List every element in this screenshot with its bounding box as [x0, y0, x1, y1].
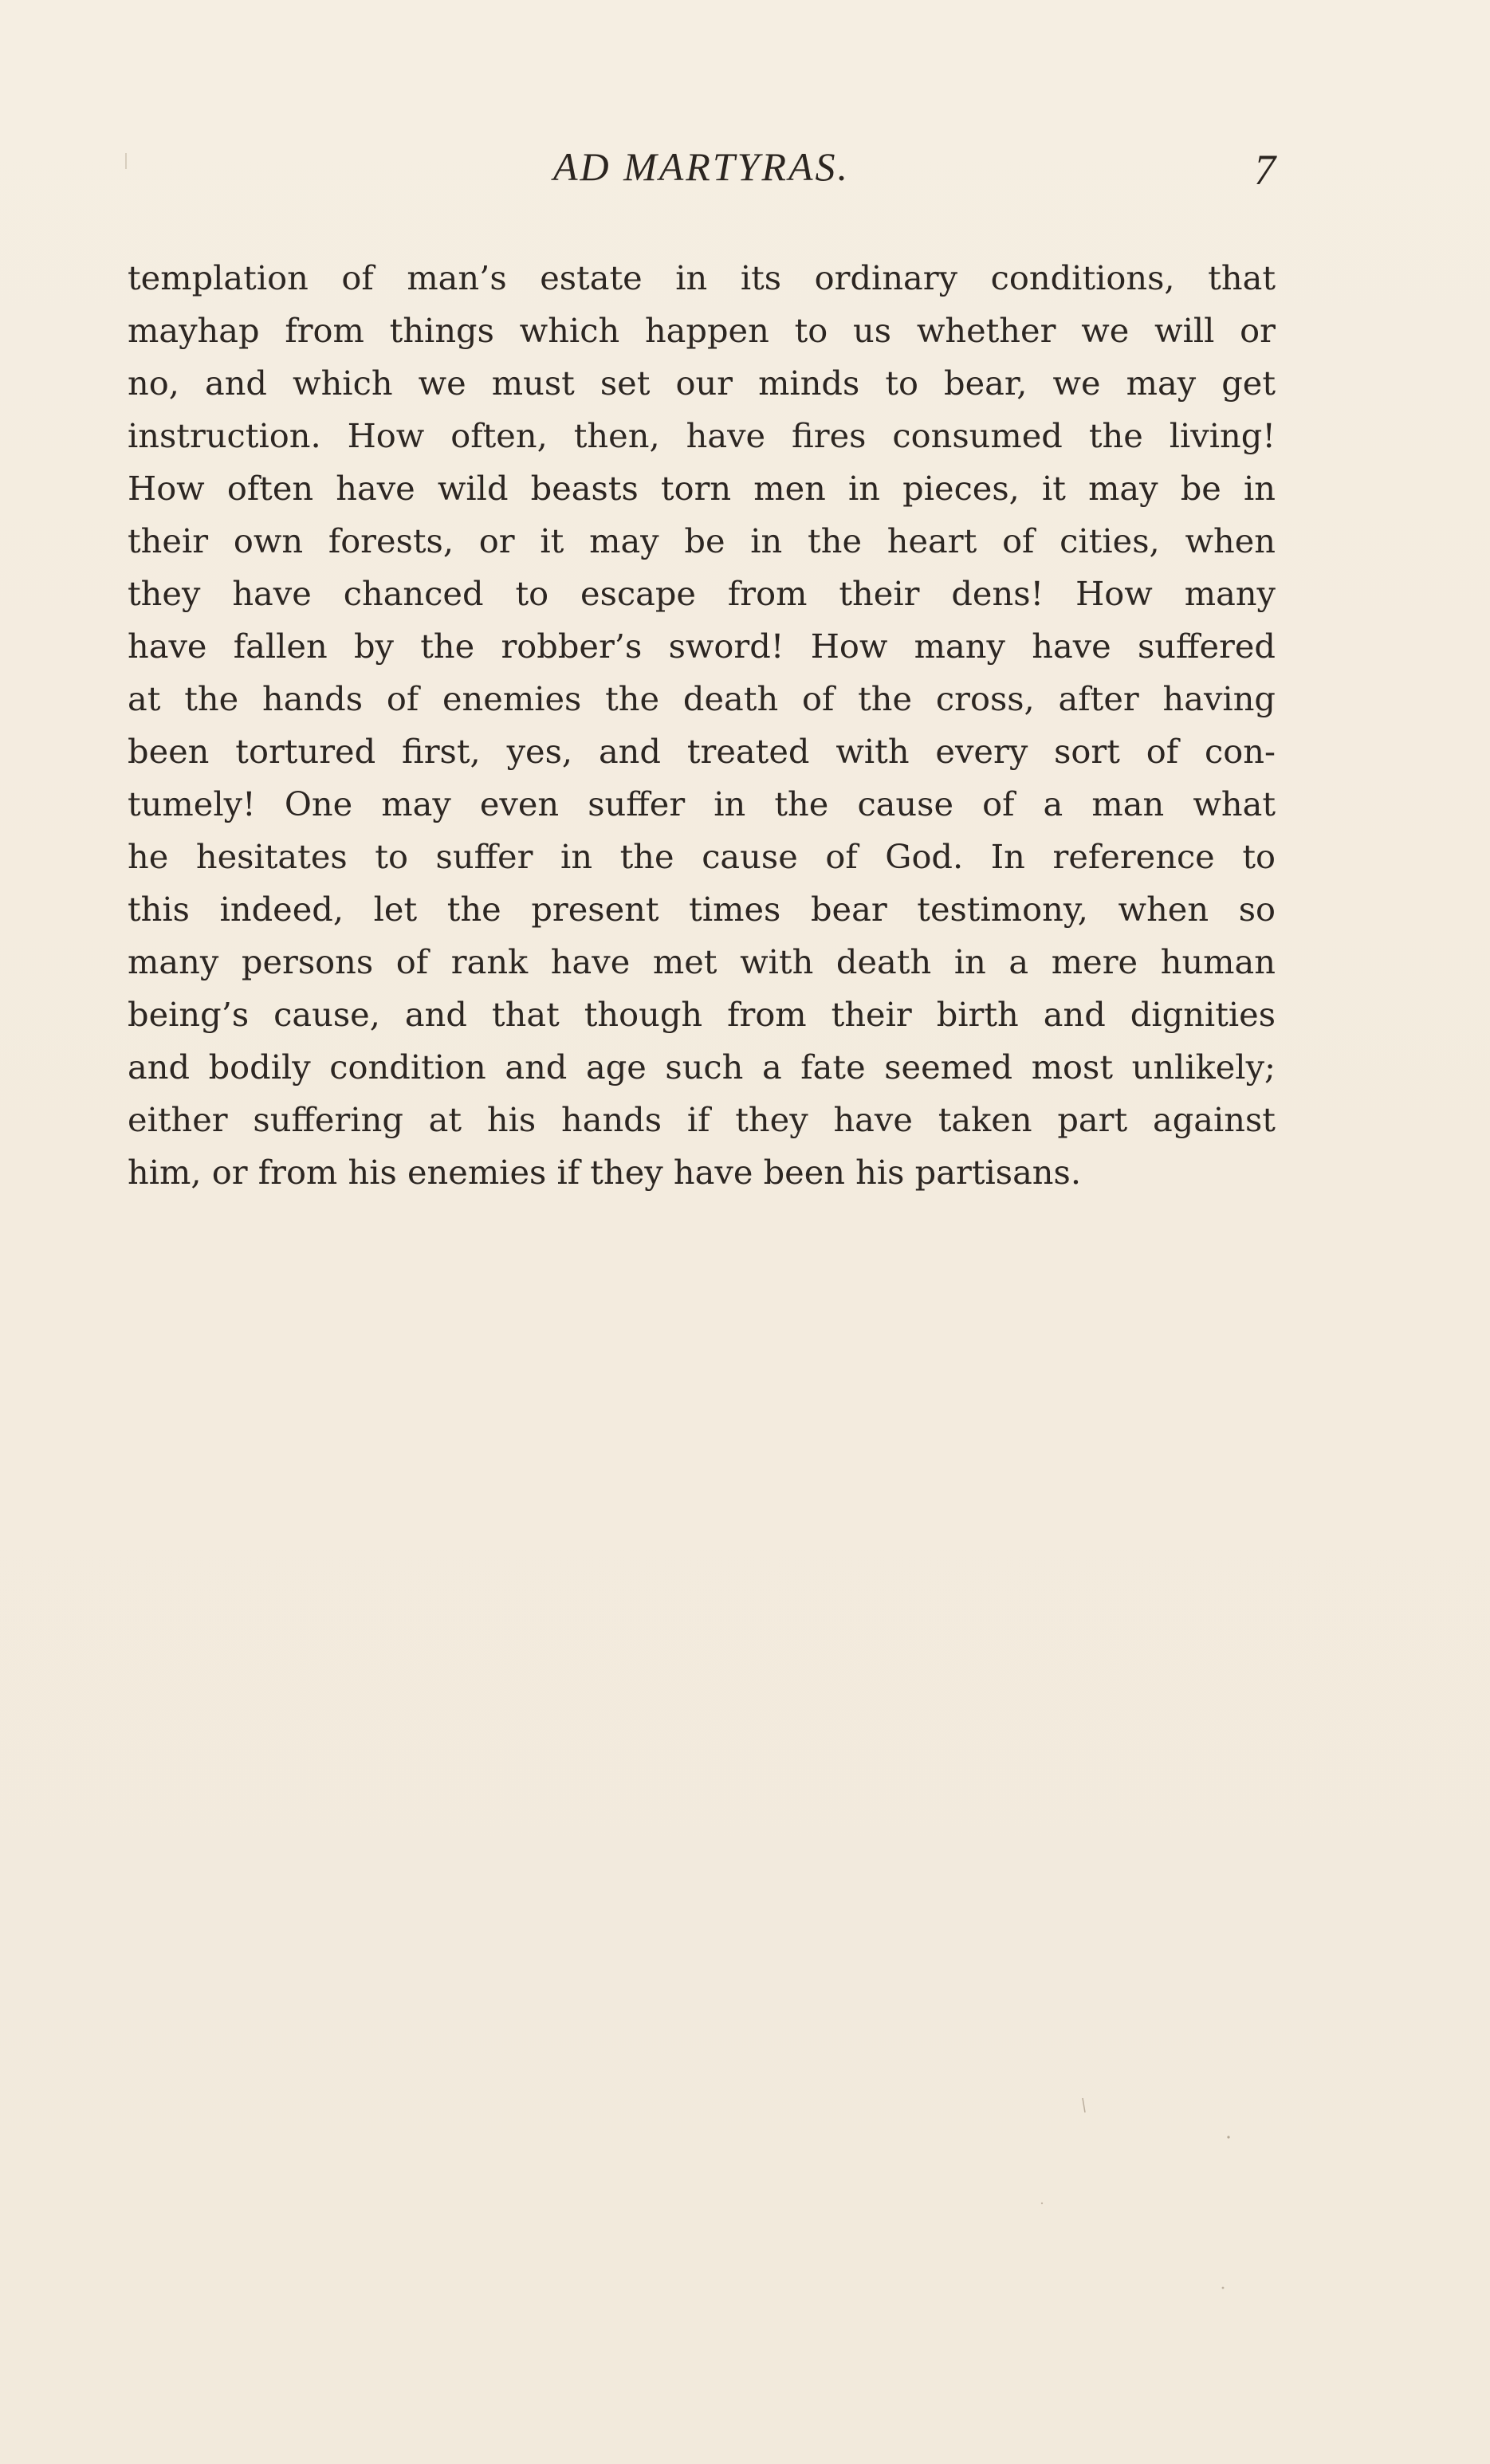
- text-line-9: at the hands of enemies the death of the cross, after having: [128, 679, 1276, 718]
- text-line-4: instruction. How often, then, have fires consumed the living!: [128, 416, 1276, 455]
- paper-speck: [1227, 2136, 1229, 2138]
- text-line-5: How often have wild beasts torn men in pieces, it may be in: [128, 469, 1276, 508]
- text-line-2: mayhap from things which happen to us whether we will or: [128, 311, 1276, 350]
- text-line-11: tumely! One may even suffer in the cause of a man what: [128, 784, 1276, 823]
- text-line-15: being’s cause, and that though from their birth and dignities: [128, 995, 1276, 1034]
- text-line-12: he hesitates to suffer in the cause of God. In reference to: [128, 837, 1276, 876]
- text-line-6: their own forests, or it may be in the heart of cities, when: [128, 521, 1276, 560]
- running-title: AD MARTYRAS.: [552, 144, 851, 189]
- text-line-18: him, or from his enemies if they have been his partisans.: [128, 1153, 1082, 1192]
- text-line-16: and bodily condition and age such a fate seemed most unlikely;: [128, 1047, 1276, 1087]
- paper-speck: [1222, 2287, 1225, 2289]
- paper-speck: [1083, 2098, 1085, 2112]
- text-line-10: been tortured first, yes, and treated with every sort of con-: [128, 732, 1276, 771]
- running-head: [128, 143, 1276, 199]
- paper-speck: [1041, 2203, 1043, 2204]
- text-line-17: either suffering at his hands if they have taken part against: [128, 1100, 1276, 1139]
- text-line-13: this indeed, let the present times bear testimony, when so: [128, 890, 1276, 929]
- text-line-1: templation of man’s estate in its ordinary conditions, that: [128, 258, 1276, 297]
- body-paragraph: [128, 252, 1276, 1199]
- text-line-8: have fallen by the robber’s sword! How many have suffered: [128, 627, 1276, 666]
- text-line-3: no, and which we must set our minds to bear, we may get: [128, 364, 1276, 403]
- text-line-14: many persons of rank have met with death in a mere human: [128, 942, 1276, 981]
- page-number: 7: [1254, 146, 1276, 194]
- text-line-7: they have chanced to escape from their dens! How many: [128, 574, 1276, 613]
